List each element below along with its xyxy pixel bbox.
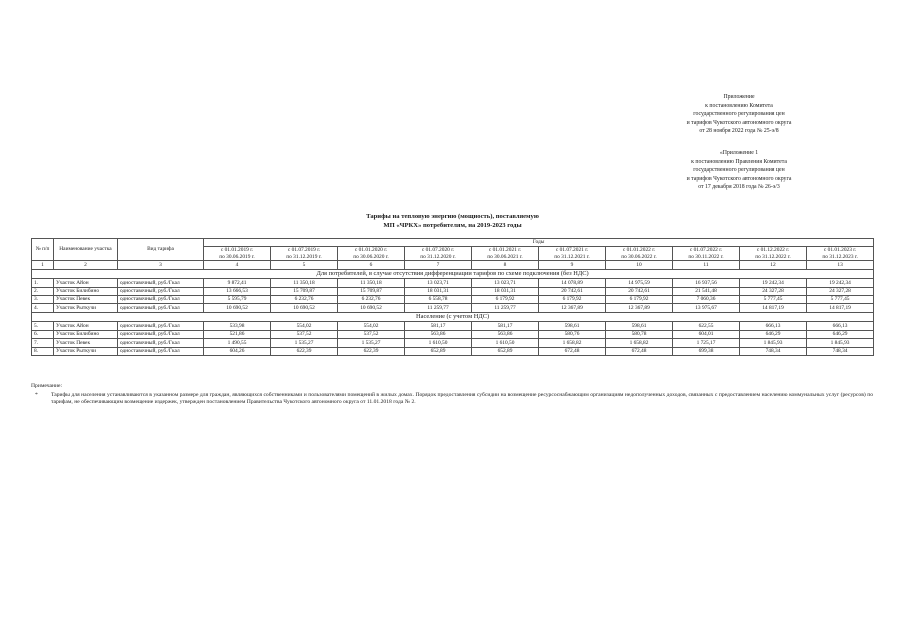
period-from: с 01.01.2023 г.: [823, 247, 857, 254]
column-number: 10: [606, 261, 673, 269]
appendix-current: [609, 93, 869, 136]
tariff-value: 10 690,52: [204, 304, 271, 312]
tariff-value: 6 232,76: [271, 295, 338, 303]
period-to: по 30.06.2019 г.: [219, 253, 255, 260]
tariff-value: 13 666,53: [204, 287, 271, 295]
tariff-value: 13 975,67: [673, 304, 740, 312]
period-from: с 01.07.2021 г.: [555, 247, 589, 254]
section-title: Для потребителей, в случае отсутствия дифференциации тарифов по схеме подключения (без НДС): [32, 269, 874, 279]
period-from: с 01.01.2022 г.: [622, 247, 656, 254]
tariff-value: 563,86: [472, 330, 539, 338]
header-period: [539, 247, 606, 261]
tariff-value: 20 742,61: [606, 287, 673, 295]
header-period: [472, 247, 539, 261]
tariff-value: 9 872,41: [204, 279, 271, 287]
tariff-value: 6 232,76: [338, 295, 405, 303]
area-name: Участок Билибино: [54, 287, 118, 295]
tariff-type: одноставочный, руб./Гкал: [118, 339, 204, 347]
tariff-value: 6 558,78: [405, 295, 472, 303]
tariff-value: 21 541,48: [673, 287, 740, 295]
tariff-value: 1 490,55: [204, 339, 271, 347]
column-number: 4: [204, 261, 271, 269]
period-from: с 01.07.2020 г.: [421, 247, 455, 254]
tariff-type: одноставочный, руб./Гкал: [118, 304, 204, 312]
tariff-value: 5 595,79: [204, 295, 271, 303]
tariff-value: 13 023,71: [405, 279, 472, 287]
tariff-value: 1 535,27: [271, 339, 338, 347]
tariff-type: одноставочный, руб./Гкал: [118, 295, 204, 303]
table-row: [32, 322, 874, 330]
period-to: по 30.06.2020 г.: [353, 253, 389, 260]
tariff-value: 537,52: [271, 330, 338, 338]
tariff-value: 604,01: [673, 330, 740, 338]
column-number: 3: [118, 261, 204, 269]
row-number: 7.: [32, 339, 54, 347]
tariff-value: 672,48: [539, 347, 606, 355]
period-to: по 30.06.2022 г.: [621, 253, 657, 260]
appendix-original: [609, 149, 869, 192]
period-from: с 01.01.2020 г.: [354, 247, 388, 254]
table-row: [32, 295, 874, 303]
note-item: [31, 392, 873, 407]
tariff-value: 6 179,92: [539, 295, 606, 303]
table-row: [32, 304, 874, 312]
column-number: 12: [740, 261, 807, 269]
tariff-type: одноставочный, руб./Гкал: [118, 330, 204, 338]
tariff-type: одноставочный, руб./Гкал: [118, 287, 204, 295]
period-from: с 01.12.2022 г.: [756, 247, 790, 254]
row-number: 2.: [32, 287, 54, 295]
period-to: по 31.12.2019 г.: [286, 253, 322, 260]
tariff-value: 5 777,45: [807, 295, 874, 303]
tariff-value: 11 259,77: [472, 304, 539, 312]
column-number: 1: [32, 261, 54, 269]
tariff-value: 554,02: [338, 322, 405, 330]
tariff-value: 748,34: [740, 347, 807, 355]
period-to: по 30.06.2021 г.: [487, 253, 523, 260]
tariff-type: одноставочный, руб./Гкал: [118, 279, 204, 287]
tariff-value: 748,34: [807, 347, 874, 355]
row-number: 6.: [32, 330, 54, 338]
tariff-value: 646,29: [807, 330, 874, 338]
header-years: Годы: [204, 239, 874, 247]
column-number: 11: [673, 261, 740, 269]
tariff-value: 24 327,28: [807, 287, 874, 295]
section-header-row: [32, 312, 874, 322]
column-number: 8: [472, 261, 539, 269]
tariff-value: 581,17: [472, 322, 539, 330]
column-number: 9: [539, 261, 606, 269]
period-from: с 01.07.2019 г.: [287, 247, 321, 254]
tariff-value: 1 610,50: [472, 339, 539, 347]
tariff-value: 14 078,89: [539, 279, 606, 287]
tariff-value: 1 845,93: [807, 339, 874, 347]
tariff-value: 5 777,45: [740, 295, 807, 303]
tariff-value: 6 179,92: [472, 295, 539, 303]
tariff-value: 537,52: [338, 330, 405, 338]
tariff-value: 652,89: [405, 347, 472, 355]
tariff-value: 19 242,34: [740, 279, 807, 287]
tariff-value: 666,13: [740, 322, 807, 330]
appendix-line: к постановлению Комитета: [705, 102, 773, 109]
tariff-value: 24 327,28: [740, 287, 807, 295]
tariff-value: 15 709,87: [338, 287, 405, 295]
tariff-value: 11 259,77: [405, 304, 472, 312]
header-type: Вид тарифа: [118, 239, 204, 261]
tariff-value: 1 535,27: [338, 339, 405, 347]
column-number: 5: [271, 261, 338, 269]
section-title: Население (с учетом НДС): [32, 312, 874, 322]
tariff-value: 521,86: [204, 330, 271, 338]
period-to: по 31.12.2022 г.: [755, 253, 791, 260]
tariff-value: 598,61: [539, 322, 606, 330]
row-number: 4.: [32, 304, 54, 312]
column-number: 7: [405, 261, 472, 269]
header-period: [807, 247, 874, 261]
area-name: Участок Певек: [54, 295, 118, 303]
appendix-line: и тарифов Чукотского автономного округа: [686, 175, 792, 182]
area-name: Участок Айон: [54, 322, 118, 330]
period-from: с 01.07.2022 г.: [689, 247, 723, 254]
tariff-value: 18 031,31: [405, 287, 472, 295]
tariff-value: 14 817,19: [740, 304, 807, 312]
header-period: [338, 247, 405, 261]
row-number: 3.: [32, 295, 54, 303]
tariff-value: 20 742,61: [539, 287, 606, 295]
tariff-value: 563,86: [405, 330, 472, 338]
document-title: [0, 212, 905, 230]
tariff-value: 7 060,36: [673, 295, 740, 303]
header-row-col-numbers: [32, 261, 874, 269]
tariff-value: 1 845,93: [740, 339, 807, 347]
period-to: по 31.12.2020 г.: [420, 253, 456, 260]
header-period: [405, 247, 472, 261]
tariff-value: 598,61: [606, 322, 673, 330]
header-period: [606, 247, 673, 261]
tariff-value: 1 725,17: [673, 339, 740, 347]
tariff-value: 699,38: [673, 347, 740, 355]
tariff-value: 10 690,52: [271, 304, 338, 312]
table-row: [32, 347, 874, 355]
header-row-years: [32, 239, 874, 247]
table-row: [32, 279, 874, 287]
appendix-line: государственного регулирования цен: [693, 167, 785, 174]
tariff-value: 1 658,82: [606, 339, 673, 347]
area-name: Участок Рыткучи: [54, 347, 118, 355]
table-row: [32, 339, 874, 347]
notes: [31, 383, 873, 407]
header-num: № п/п: [32, 239, 54, 261]
tariff-table: [31, 238, 874, 356]
notes-heading: Примечание:: [31, 383, 63, 389]
period-from: с 01.01.2019 г.: [220, 247, 254, 254]
title-line-2: МП «ЧРКХ» потребителям, на 2019-2023 годы: [383, 222, 522, 229]
tariff-value: 18 031,31: [472, 287, 539, 295]
row-number: 1.: [32, 279, 54, 287]
tariff-value: 622,55: [673, 322, 740, 330]
tariff-value: 10 690,52: [338, 304, 405, 312]
tariff-value: 16 937,56: [673, 279, 740, 287]
tariff-type: одноставочный, руб./Гкал: [118, 322, 204, 330]
title-line-1: Тарифы на тепловую энергию (мощность), поставляемую: [366, 213, 539, 220]
header-period: [204, 247, 271, 261]
appendix-line: и тарифов Чукотского автономного округа: [686, 119, 792, 126]
tariff-value: 622,39: [338, 347, 405, 355]
area-name: Участок Айон: [54, 279, 118, 287]
area-name: Участок Рыткучи: [54, 304, 118, 312]
row-number: 8.: [32, 347, 54, 355]
header-period: [271, 247, 338, 261]
tariff-value: 666,13: [807, 322, 874, 330]
period-from: с 01.01.2021 г.: [488, 247, 522, 254]
tariff-value: 11 350,18: [271, 279, 338, 287]
tariff-value: 1 658,82: [539, 339, 606, 347]
tariff-value: 12 367,89: [539, 304, 606, 312]
tariff-table-body: [32, 269, 874, 355]
note-text: Тарифы для населения устанавливаются в указанном размере для граждан, являющихся собственниками и пользователями помещений в жилых домах. Порядок предоставления субсидии на возмещение ресурсоснабжающим организациям недополученных доходов, связанных с предоставлением населению коммунальных услуг (ресурсов) по тарифам, не обеспечивающим возмещение издержек, утвержден постановлением Правительства Чукотского автономного округа от 11.01.2018 года № 2.: [51, 391, 873, 406]
tariff-value: 580,76: [539, 330, 606, 338]
column-number: 2: [54, 261, 118, 269]
column-number: 6: [338, 261, 405, 269]
appendix-line: «Приложение 1: [719, 150, 759, 156]
tariff-value: 14 817,19: [807, 304, 874, 312]
area-name: Участок Певек: [54, 339, 118, 347]
tariff-value: 533,98: [204, 322, 271, 330]
row-number: 5.: [32, 322, 54, 330]
tariff-value: 1 610,50: [405, 339, 472, 347]
tariff-value: 581,17: [405, 322, 472, 330]
section-header-row: [32, 269, 874, 279]
period-to: по 30.11.2022 г.: [688, 253, 724, 260]
tariff-value: 672,48: [606, 347, 673, 355]
tariff-value: 554,02: [271, 322, 338, 330]
table-row: [32, 330, 874, 338]
tariff-type: одноставочный, руб./Гкал: [118, 347, 204, 355]
table-row: [32, 287, 874, 295]
tariff-value: 652,89: [472, 347, 539, 355]
appendix-line: государственного регулирования цен: [693, 111, 785, 118]
appendix-line: от 28 ноября 2022 года № 25-э/8: [699, 128, 779, 135]
tariff-value: 13 023,71: [472, 279, 539, 287]
column-number: 13: [807, 261, 874, 269]
tariff-value: 646,29: [740, 330, 807, 338]
tariff-value: 11 350,18: [338, 279, 405, 287]
tariff-value: 6 179,92: [606, 295, 673, 303]
header-area: Наименование участка: [54, 239, 118, 261]
appendix-line: Приложение: [723, 94, 755, 100]
header-period: [740, 247, 807, 261]
area-name: Участок Билибино: [54, 330, 118, 338]
tariff-value: 604,26: [204, 347, 271, 355]
tariff-value: 622,39: [271, 347, 338, 355]
tariff-value: 14 975,59: [606, 279, 673, 287]
tariff-value: 19 242,34: [807, 279, 874, 287]
note-bullet: *: [35, 391, 38, 398]
tariff-value: 580,78: [606, 330, 673, 338]
appendix-line: от 17 декабря 2018 года № 26-э/3: [698, 184, 780, 191]
period-to: по 31.12.2023 г.: [822, 253, 858, 260]
tariff-value: 12 367,89: [606, 304, 673, 312]
period-to: по 31.12.2021 г.: [554, 253, 590, 260]
tariff-value: 15 709,87: [271, 287, 338, 295]
header-period: [673, 247, 740, 261]
appendix-line: к постановлению Правления Комитета: [691, 158, 787, 165]
